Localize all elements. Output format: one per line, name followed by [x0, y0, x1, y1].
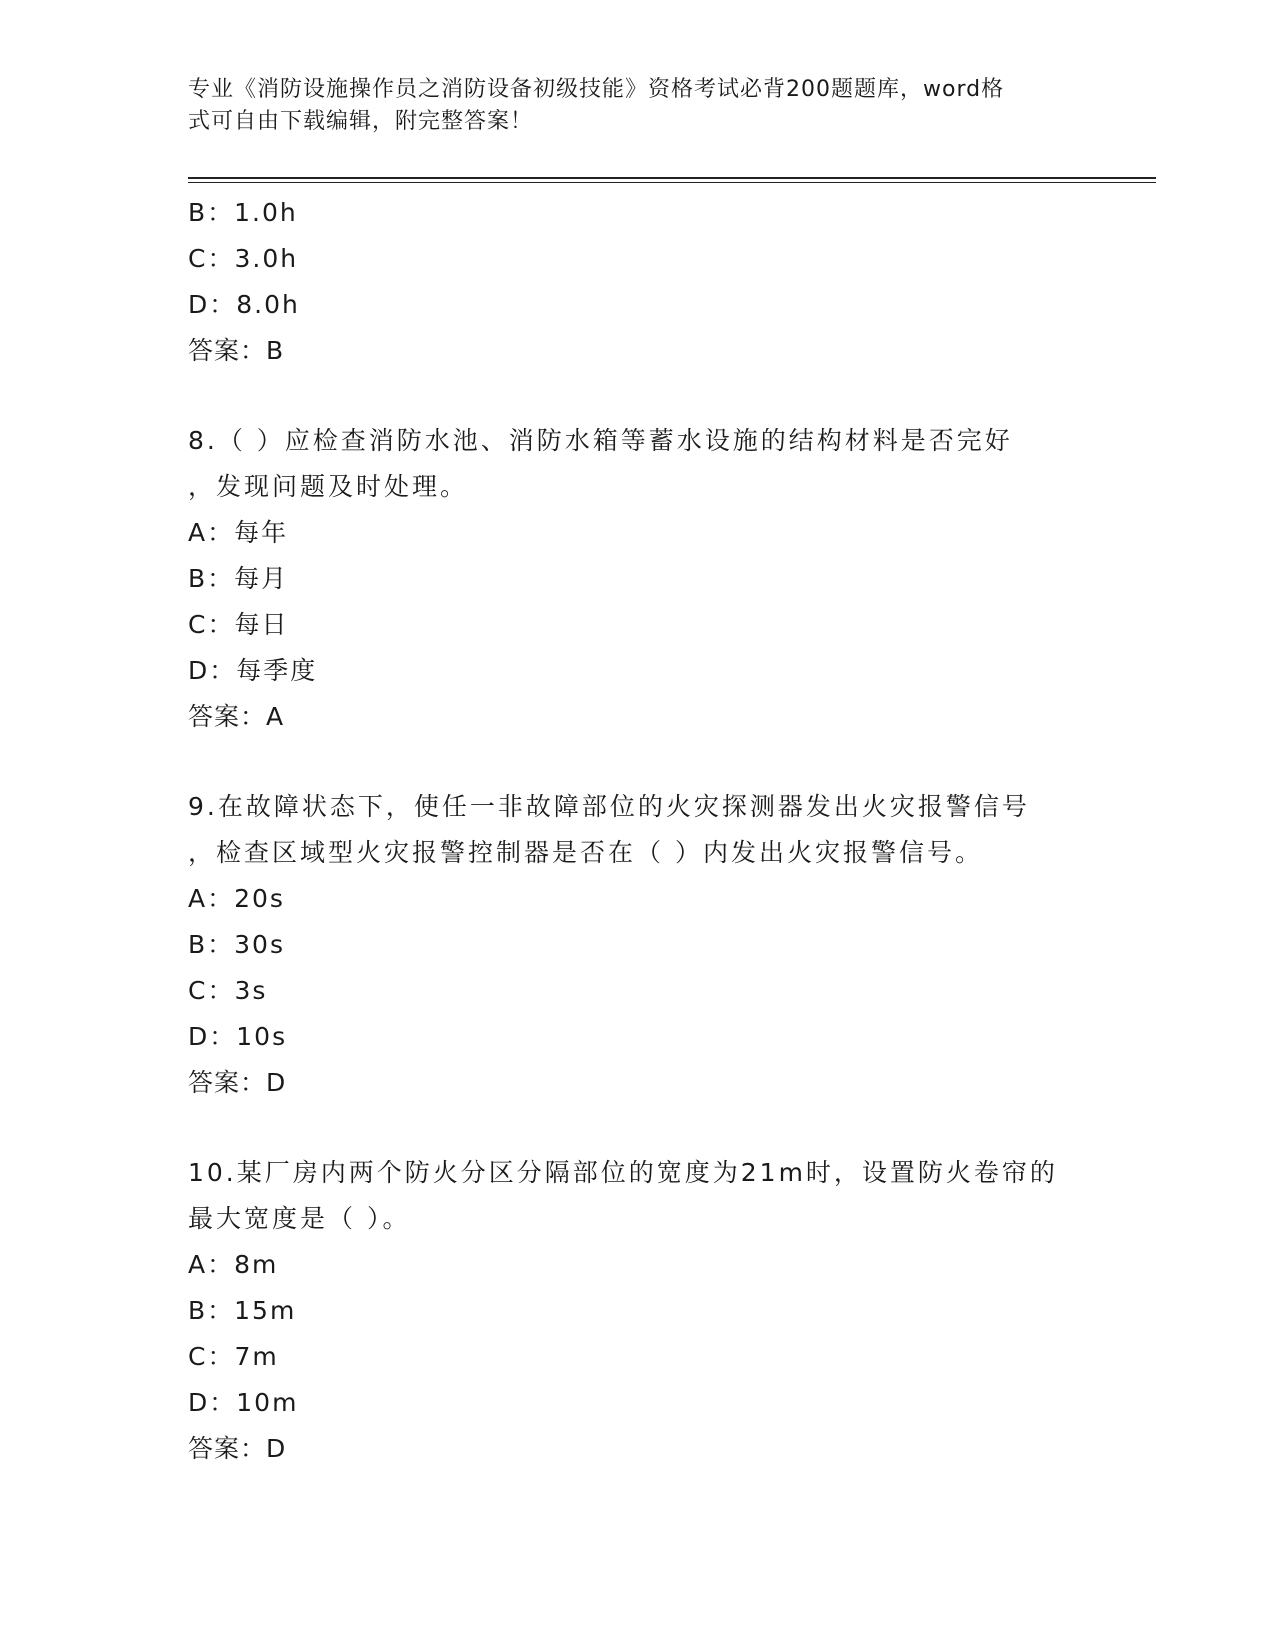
option-key: D： [188, 656, 237, 685]
question-stem [188, 784, 1088, 876]
option-key: C： [188, 976, 235, 1005]
option-value: 每季度 [236, 656, 318, 685]
answer-line [188, 694, 1088, 740]
answer-label: 答案： [188, 1068, 267, 1097]
option-value: 10m [236, 1388, 299, 1417]
option-d [188, 648, 1088, 694]
stem-line-2: ，检查区域型火灾报警控制器是否在（ ）内发出火灾报警信号。 [188, 838, 983, 867]
option-a [188, 876, 1088, 922]
option-key: B： [188, 1296, 235, 1325]
option-key: D： [188, 1022, 237, 1051]
option-b [188, 922, 1088, 968]
option-value: 8m [234, 1250, 279, 1279]
spacer [188, 740, 1088, 784]
answer-line [188, 1426, 1088, 1472]
option-value: 30s [234, 930, 285, 959]
option-key: C： [188, 610, 235, 639]
option-value: 8.0h [236, 290, 300, 319]
answer-label: 答案： [188, 1434, 267, 1463]
question-continued [188, 190, 1088, 374]
option-key: C： [188, 1342, 235, 1371]
answer-line [188, 328, 1088, 374]
option-d [188, 282, 1088, 328]
option-c [188, 1334, 1088, 1380]
option-value: 3s [234, 976, 268, 1005]
option-b [188, 190, 1088, 236]
document-body [188, 190, 1088, 1472]
option-key: B： [188, 198, 235, 227]
option-d [188, 1380, 1088, 1426]
option-a [188, 510, 1088, 556]
option-value: 每月 [234, 564, 289, 593]
option-a [188, 1242, 1088, 1288]
header-divider-thin [188, 182, 1156, 183]
spacer [188, 1106, 1088, 1150]
stem-line-1: 8.（ ）应检查消防水池、消防水箱等蓄水设施的结构材料是否完好 [188, 426, 1013, 455]
stem-line-1: 10.某厂房内两个防火分区分隔部位的宽度为21m时，设置防火卷帘的 [188, 1158, 1058, 1187]
option-key: D： [188, 1388, 237, 1417]
option-value: 1.0h [234, 198, 298, 227]
answer-label: 答案： [188, 336, 267, 365]
option-b [188, 1288, 1088, 1334]
option-value: 7m [234, 1342, 279, 1371]
header-line-2: 式可自由下载编辑，附完整答案！ [188, 109, 534, 134]
question-8 [188, 418, 1088, 740]
answer-value: A [266, 702, 285, 731]
option-key: D： [188, 290, 237, 319]
option-c [188, 968, 1088, 1014]
stem-line-1: 9.在故障状态下，使任一非故障部位的火灾探测器发出火灾报警信号 [188, 792, 1030, 821]
question-stem [188, 418, 1088, 510]
stem-line-2: ，发现问题及时处理。 [188, 472, 469, 501]
option-value: 每日 [234, 610, 289, 639]
document-header [188, 74, 1068, 138]
answer-label: 答案： [188, 702, 267, 731]
answer-value: D [266, 1434, 287, 1463]
answer-value: B [266, 336, 285, 365]
header-divider-thick [188, 177, 1156, 179]
option-c [188, 602, 1088, 648]
option-c [188, 236, 1088, 282]
spacer [188, 374, 1088, 418]
option-value: 20s [234, 884, 285, 913]
option-value: 3.0h [234, 244, 299, 273]
option-key: A： [188, 1250, 235, 1279]
header-line-1: 专业《消防设施操作员之消防设备初级技能》资格考试必背200题题库，word格 [188, 77, 1005, 102]
option-key: A： [188, 518, 235, 547]
option-key: A： [188, 884, 235, 913]
option-key: B： [188, 930, 235, 959]
question-10 [188, 1150, 1088, 1472]
option-b [188, 556, 1088, 602]
option-key: B： [188, 564, 235, 593]
answer-line [188, 1060, 1088, 1106]
option-d [188, 1014, 1088, 1060]
answer-value: D [266, 1068, 287, 1097]
stem-line-2: 最大宽度是（ ）。 [188, 1204, 411, 1233]
option-value: 每年 [234, 518, 289, 547]
option-value: 15m [234, 1296, 297, 1325]
option-key: C： [188, 244, 235, 273]
question-9 [188, 784, 1088, 1106]
option-value: 10s [236, 1022, 288, 1051]
question-stem [188, 1150, 1088, 1242]
